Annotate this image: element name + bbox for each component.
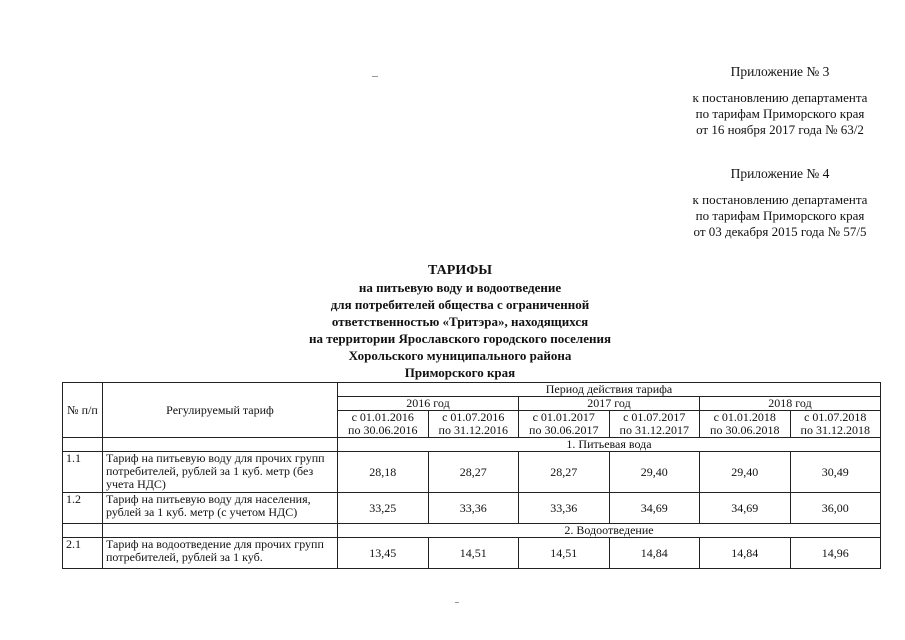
tariff-table [62, 382, 881, 569]
header-year-2018: 2018 год [700, 397, 881, 411]
row-value: 28,18 [338, 452, 429, 493]
section-empty-cell [63, 524, 103, 538]
annex-3-line: по тарифам Приморского края [695, 106, 865, 121]
row-tariff-name: Тариф на питьевую воду для прочих групп потребителей, рублей за 1 куб. метр (без учета НДС) [103, 452, 338, 493]
document-title: ТАРИФЫ [428, 263, 492, 278]
row-value: 14,84 [700, 538, 791, 569]
row-value: 29,40 [700, 452, 791, 493]
period-from: с 01.01.2018 [713, 410, 776, 424]
period-to: по 31.12.2018 [800, 423, 870, 437]
period-to: по 31.12.2016 [438, 423, 508, 437]
row-value: 14,96 [790, 538, 881, 569]
heading-line: на питьевую воду и водоотведение [358, 280, 562, 295]
header-period-cell [428, 411, 519, 438]
section-title: 2. Водоотведение [338, 524, 881, 538]
annex-4-title: Приложение № 4 [730, 166, 830, 181]
annex-4-block [570, 166, 905, 240]
heading-line: ответственностью «Тритэра», находящихся [331, 314, 589, 329]
row-value: 28,27 [428, 452, 519, 493]
row-value: 34,69 [700, 493, 791, 524]
row-tariff-name: Тариф на водоотведение для прочих групп потребителей, рублей за 1 куб. [103, 538, 338, 569]
section-row [63, 524, 881, 538]
header-num [63, 383, 103, 438]
header-year-2016: 2016 год [338, 397, 519, 411]
table-row [63, 493, 881, 524]
annex-4-line: от 03 декабря 2015 года № 57/5 [693, 224, 867, 239]
row-value: 29,40 [609, 452, 700, 493]
row-value: 13,45 [338, 538, 429, 569]
annex-3-title: Приложение № 3 [730, 64, 830, 79]
header-period: Период действия тарифа [338, 383, 881, 397]
period-from: с 01.07.2018 [804, 410, 867, 424]
annex-4-line: к постановлению департамента [692, 192, 868, 207]
period-from: с 01.07.2016 [442, 410, 505, 424]
heading-line: для потребителей общества с ограниченной [330, 297, 590, 312]
header-period-cell [609, 411, 700, 438]
row-value: 34,69 [609, 493, 700, 524]
section-empty-cell [63, 438, 103, 452]
period-from: с 01.01.2016 [351, 410, 414, 424]
row-value: 14,51 [428, 538, 519, 569]
row-num: 2.1 [63, 538, 103, 569]
header-period-cell [519, 411, 610, 438]
header-period-cell [700, 411, 791, 438]
row-value: 30,49 [790, 452, 881, 493]
row-value: 33,36 [428, 493, 519, 524]
header-period-cell [790, 411, 881, 438]
header-year-2017: 2017 год [519, 397, 700, 411]
annex-3-line: к постановлению департамента [692, 90, 868, 105]
document-heading [190, 262, 730, 381]
row-num: 1.2 [63, 493, 103, 524]
section-empty-cell [103, 524, 338, 538]
annex-4-line: по тарифам Приморского края [695, 208, 865, 223]
header-tariff-name: Регулируемый тариф [103, 383, 338, 438]
section-row [63, 438, 881, 452]
annex-3-line: от 16 ноября 2017 года № 63/2 [696, 122, 864, 137]
table-row [63, 538, 881, 569]
table-row [63, 452, 881, 493]
row-value: 14,84 [609, 538, 700, 569]
scan-speck [455, 602, 459, 603]
heading-line: Приморского края [404, 365, 516, 380]
annex-3-block [570, 64, 905, 138]
row-tariff-name: Тариф на питьевую воду для населения, рублей за 1 куб. метр (с учетом НДС) [103, 493, 338, 524]
period-from: с 01.07.2017 [623, 410, 686, 424]
period-to: по 30.06.2016 [348, 423, 418, 437]
scan-speck [372, 76, 378, 77]
header-num-label: № п/п [67, 402, 98, 417]
section-title: 1. Питьевая вода [338, 438, 881, 452]
heading-line: Хорольского муниципального района [348, 348, 572, 363]
row-value: 33,25 [338, 493, 429, 524]
heading-line: на территории Ярославского городского поселения [309, 331, 611, 346]
period-from: с 01.01.2017 [532, 410, 595, 424]
row-value: 14,51 [519, 538, 610, 569]
row-value: 36,00 [790, 493, 881, 524]
period-to: по 31.12.2017 [619, 423, 689, 437]
period-to: по 30.06.2017 [529, 423, 599, 437]
row-value: 28,27 [519, 452, 610, 493]
row-num: 1.1 [63, 452, 103, 493]
section-empty-cell [103, 438, 338, 452]
header-period-cell [338, 411, 429, 438]
row-value: 33,36 [519, 493, 610, 524]
period-to: по 30.06.2018 [710, 423, 780, 437]
